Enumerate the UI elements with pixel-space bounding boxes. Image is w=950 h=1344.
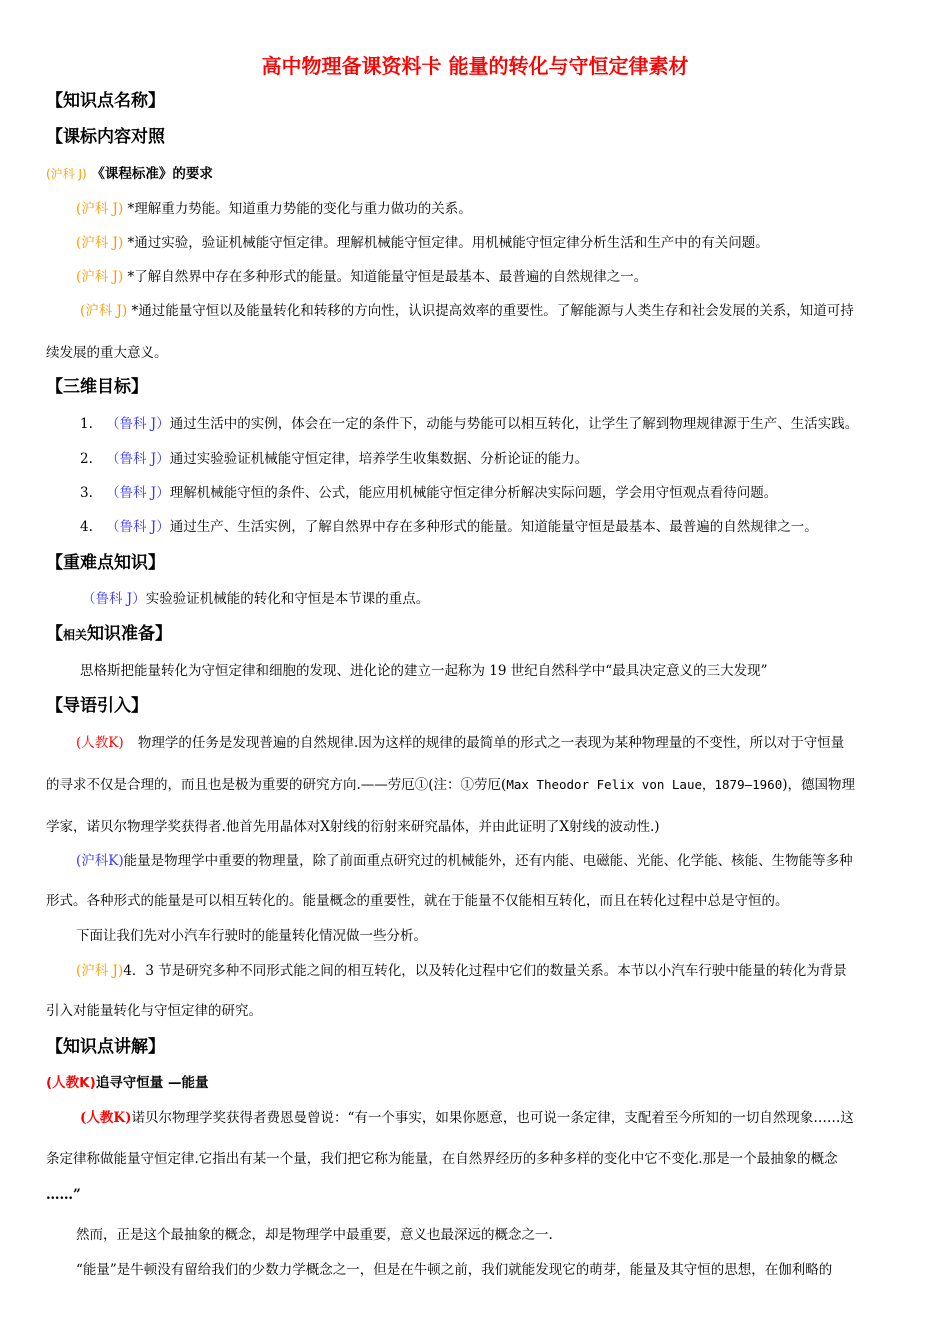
goal-item-4 xyxy=(80,518,818,536)
curriculum-item-text: *通过能量守恒以及能量转化和转移的方向性，认识提高效率的重要性。了解能源与人类生存和社会发展的关系，知道可持 xyxy=(131,303,854,319)
intro-paragraph-1-line-2: 的寻求不仅是合理的，而且也是极为重要的研究方向.——劳厄①(注：①劳厄(Max Theodor Felix von Laue，1879—1960)，德国物理 xyxy=(46,777,856,793)
source-tag: (沪科 J) xyxy=(76,235,124,251)
key-point-text: 实验验证机械能的转化和守恒是本节课的重点。 xyxy=(145,591,430,607)
curriculum-item-4 xyxy=(80,302,854,320)
heading-curriculum: 【课标内容对照 xyxy=(46,127,165,147)
intro-paragraph-4-line-2: 引入对能量转化与守恒定律的研究。 xyxy=(46,1003,262,1019)
goal-item-2 xyxy=(80,450,588,468)
goal-number: 4. xyxy=(80,519,93,535)
curriculum-item-3 xyxy=(76,268,647,286)
source-tag: (沪科 J) xyxy=(76,201,124,217)
goal-text: 通过生活中的实例，体会在一定的条件下，动能与势能可以相互转化，让学生了解到物理规律源于生产、生活实践。 xyxy=(169,416,859,432)
explanation-paragraph-2: 然而，正是这个最抽象的概念，却是物理学中最重要，意义也最深远的概念之一. xyxy=(76,1227,553,1243)
explanation-paragraph-1-line-3: ……” xyxy=(46,1187,81,1203)
heading-related-small: 相关 xyxy=(63,628,88,642)
goal-item-3 xyxy=(80,484,777,502)
curriculum-subheading xyxy=(46,165,213,183)
explanation-subheading-text: 追寻守恒量 —能量 xyxy=(95,1075,209,1091)
source-tag: （鲁科 J） xyxy=(106,485,170,501)
curriculum-item-2 xyxy=(76,234,769,252)
source-tag: (人教K) xyxy=(76,735,124,751)
heading-related-knowledge: 【相关知识准备】 xyxy=(46,624,173,644)
heading-knowledge-name: 【知识点名称】 xyxy=(46,91,165,111)
curriculum-item-text: *通过实验，验证机械能守恒定律。理解机械能守恒定律。用机械能守恒定律分析生活和生产中的有关问题。 xyxy=(127,235,769,251)
goal-number: 2. xyxy=(80,451,93,467)
goal-number: 1. xyxy=(80,416,93,432)
curriculum-subheading-text: 《课程标准》的要求 xyxy=(91,166,213,182)
curriculum-item-1 xyxy=(76,200,472,218)
curriculum-item-text: *了解自然界中存在多种形式的能量。知道能量守恒是最基本、最普遍的自然规律之一。 xyxy=(127,269,648,285)
source-tag: (沪科 J) xyxy=(80,303,128,319)
heading-three-dimensional-goals: 【三维目标】 xyxy=(46,377,148,397)
intro-paragraph-1-line-1: (人教K) 物理学的任务是发现普遍的自然规律.因为这样的规律的最简单的形式之一表现为某种物理量的不变性，所以对于守恒量 xyxy=(76,735,845,751)
key-point-line xyxy=(82,590,429,608)
source-tag: (人教K) xyxy=(80,1110,132,1126)
explanation-paragraph-1-line-1: (人教K)诺贝尔物理学奖获得者费恩曼曾说：“有一个事实，如果你愿意，也可说一条定律，支配着至今所知的一切自然现象……这 xyxy=(80,1110,854,1126)
related-knowledge-text: 思格斯把能量转化为守恒定律和细胞的发现、进化论的建立一起称为 19 世纪自然科学中“最具决定意义的三大发现” xyxy=(80,663,768,679)
source-tag: (沪科 J) xyxy=(46,167,87,181)
source-tag: (沪科 J) xyxy=(76,269,124,285)
source-tag: （鲁科 J） xyxy=(106,519,170,535)
intro-paragraph-4-line-1: (沪科 J)4．3 节是研究多种不同形式能之间的相互转化，以及转化过程中它们的数量关系。本节以小汽车行驶中能量的转化为背景 xyxy=(76,963,847,979)
source-tag: (沪科 J) xyxy=(76,963,124,979)
source-tag: (沪科K) xyxy=(76,853,124,869)
intro-paragraph-1-line-3: 学家，诺贝尔物理学奖获得者.他首先用晶体对X射线的衍射来研究晶体，并由此证明了X射线的波动性.) xyxy=(46,819,660,835)
heading-knowledge-explanation: 【知识点讲解】 xyxy=(46,1037,165,1057)
explanation-paragraph-1-line-2: 条定律称做能量守恒定律.它指出有某一个量，我们把它称为能量，在自然界经历的多种多样的变化中它不变化.那是一个最抽象的概念 xyxy=(46,1151,838,1167)
document-title: 高中物理备课资料卡 能量的转化与守恒定律素材 xyxy=(261,54,689,78)
goal-text: 通过实验验证机械能守恒定律，培养学生收集数据、分析论证的能力。 xyxy=(169,451,589,467)
goal-text: 理解机械能守恒的条件、公式，能应用机械能守恒定律分析解决实际问题，学会用守恒观点看待问题。 xyxy=(169,485,778,501)
curriculum-item-text: *理解重力势能。知道重力势能的变化与重力做功的关系。 xyxy=(127,201,472,217)
intro-paragraph-2-line-2: 形式。各种形式的能量是可以相互转化的。能量概念的重要性，就在于能量不仅能相互转化，而且在转化过程中总是守恒的。 xyxy=(46,893,789,909)
source-tag: (人教K) xyxy=(46,1075,96,1091)
heading-key-points: 【重难点知识】 xyxy=(46,553,165,573)
source-tag: （鲁科 J） xyxy=(106,451,170,467)
goal-number: 3. xyxy=(80,485,93,501)
source-tag: （鲁科 J） xyxy=(82,591,146,607)
curriculum-item-4-continued: 续发展的重大意义。 xyxy=(46,345,168,361)
intro-paragraph-2-line-1: (沪科K)能量是物理学中重要的物理量，除了前面重点研究过的机械能外，还有内能、电磁能、光能、化学能、核能、生物能等多种 xyxy=(76,853,853,869)
explanation-paragraph-3: “能量”是牛顿没有留给我们的少数力学概念之一，但是在牛顿之前，我们就能发现它的萌芽，能量及其守恒的思想，在伽利略的 xyxy=(76,1262,833,1278)
intro-paragraph-3: 下面让我们先对小汽车行驶时的能量转化情况做一些分析。 xyxy=(76,928,427,944)
goal-item-1 xyxy=(80,415,858,433)
heading-introduction: 【导语引入】 xyxy=(46,696,148,716)
source-tag: （鲁科 J） xyxy=(106,416,170,432)
explanation-subheading xyxy=(46,1074,209,1092)
goal-text: 通过生产、生活实例，了解自然界中存在多种形式的能量。知道能量守恒是最基本、最普遍的自然规律之一。 xyxy=(169,519,818,535)
